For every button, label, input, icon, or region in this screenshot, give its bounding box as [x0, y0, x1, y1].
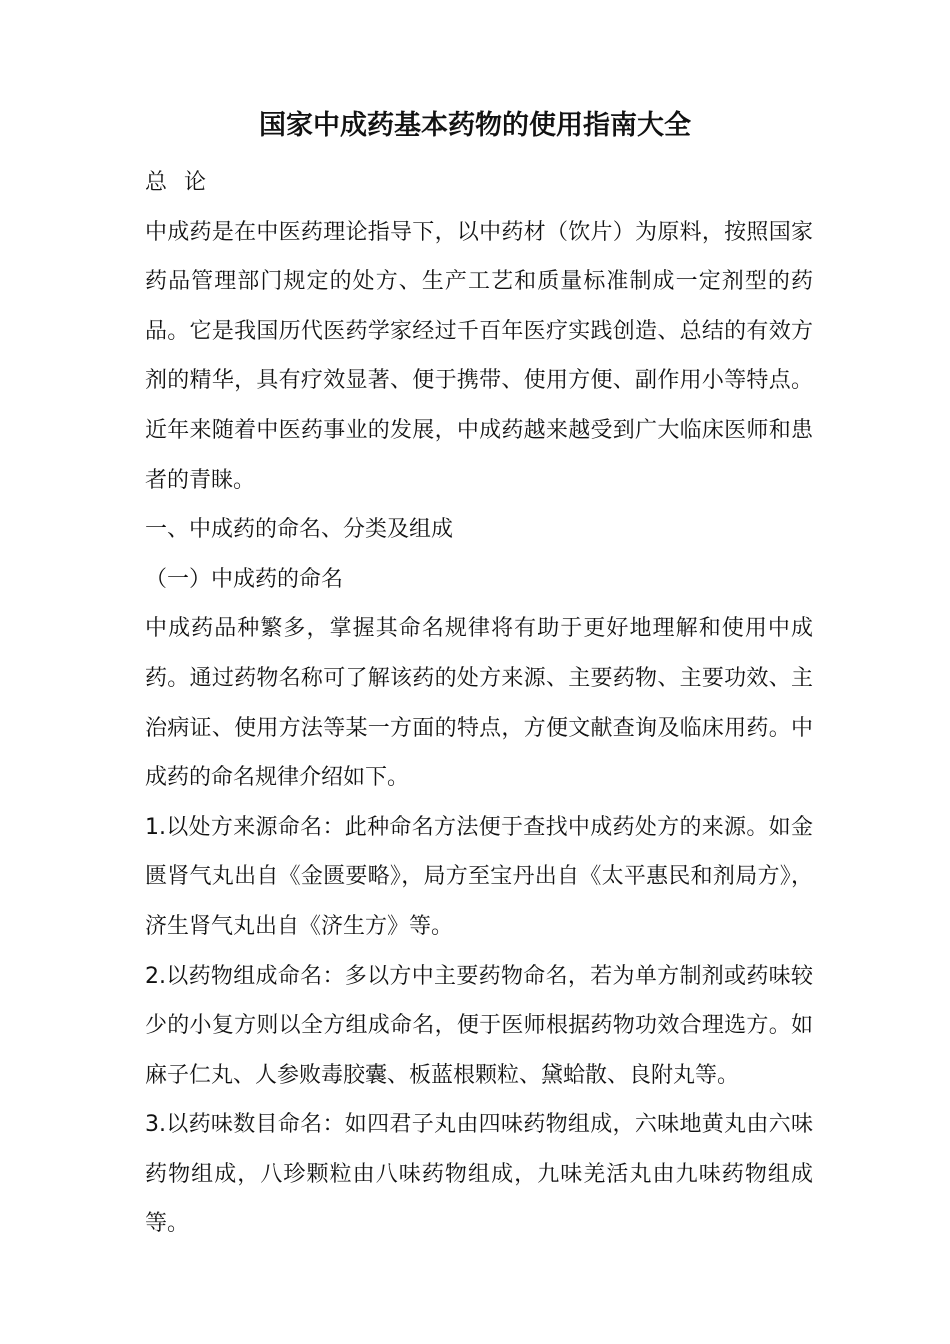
document-body: [145, 158, 813, 1249]
paragraph-intro: 中成药是在中医药理论指导下，以中药材（饮片）为原料，按照国家药品管理部门规定的处方、生产工艺和质量标准制成一定剂型的药品。它是我国历代医药学家经过千百年医疗实践创造、总结的有效方剂的精华，具有疗效显著、便于携带、使用方便、副作用小等特点。近年来随着中医药事业的发展，中成药越来越受到广大临床医师和患者的青睐。: [145, 219, 813, 493]
paragraph-rule-2: 2.以药物组成命名：多以方中主要药物命名，若为单方制剂或药味较少的小复方则以全方组成命名，便于医师根据药物功效合理选方。如麻子仁丸、人参败毒胶囊、板蓝根颗粒、黛蛤散、良附丸等。: [145, 963, 813, 1088]
heading-section-1: 一、中成药的命名、分类及组成: [145, 517, 454, 543]
heading-subsection-1: （一）中成药的命名: [145, 566, 344, 592]
document-title: 国家中成药基本药物的使用指南大全: [259, 110, 691, 141]
paragraph-rule-1: 1.以处方来源命名：此种命名方法便于查找中成药处方的来源。如金匮肾气丸出自《金匮要略》，局方至宝丹出自《太平惠民和剂局方》，济生肾气丸出自《济生方》等。: [145, 814, 813, 939]
paragraph-naming-intro: 中成药品种繁多，掌握其命名规律将有助于更好地理解和使用中成药。通过药物名称可了解该药的处方来源、主要药物、主要功效、主治病证、使用方法等某一方面的特点，方便文献查询及临床用药。中成药的命名规律介绍如下。: [145, 616, 813, 791]
heading-zonglun: 总 论: [145, 170, 206, 195]
paragraph-rule-3: 3.以药味数目命名：如四君子丸由四味药物组成，六味地黄丸由六味药物组成，八珍颗粒由八味药物组成，九味羌活丸由九味药物组成等。: [145, 1112, 813, 1237]
